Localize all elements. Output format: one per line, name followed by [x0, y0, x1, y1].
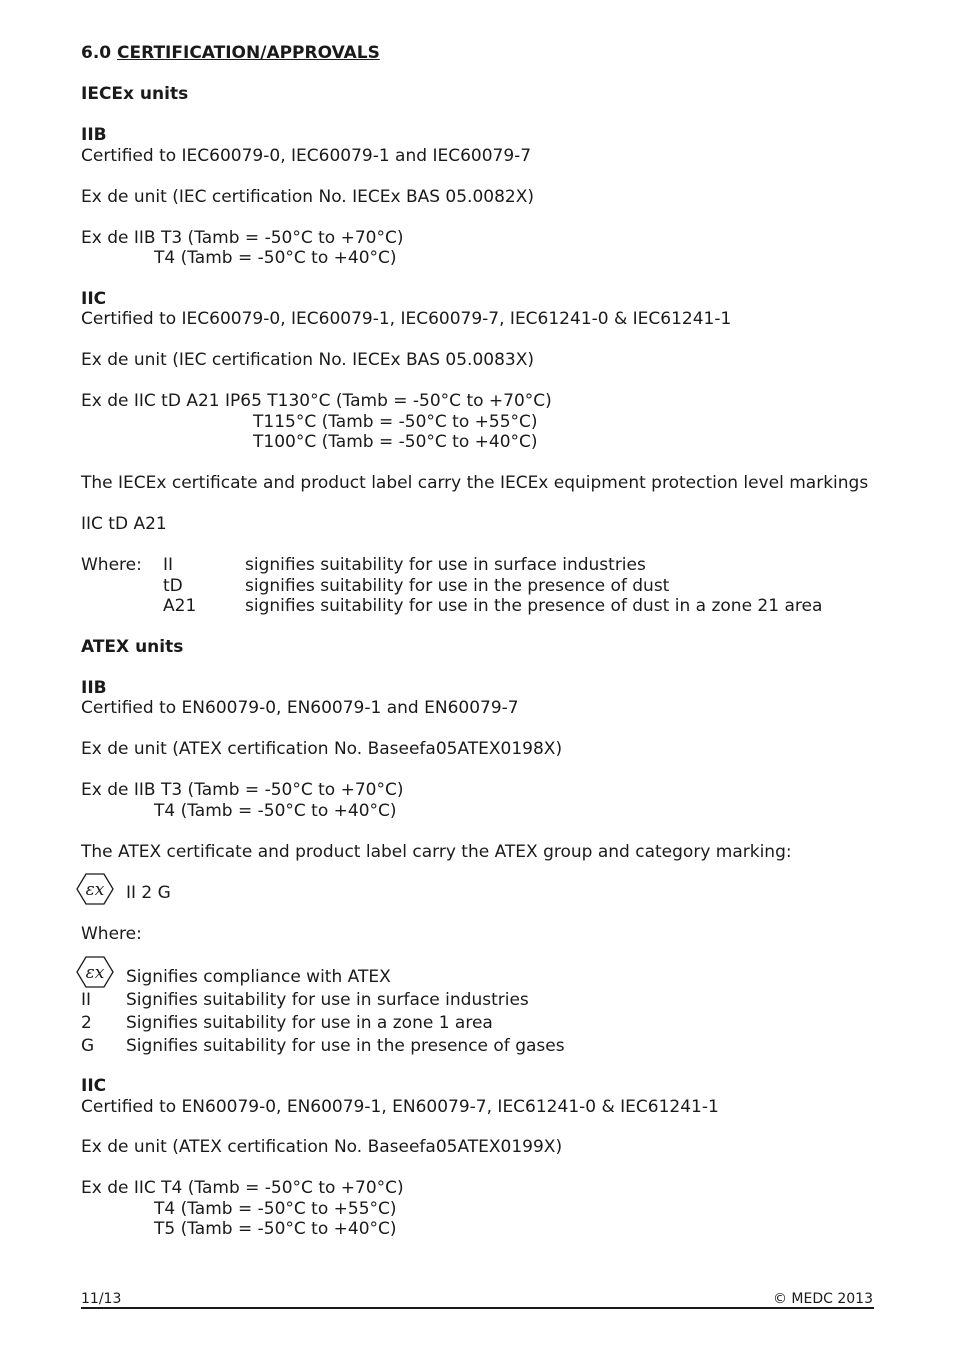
ex-hexagon-icon — [76, 956, 114, 988]
atex-iib-group: IIB — [81, 678, 107, 698]
svg-text:εx: εx — [85, 963, 105, 983]
atex-where-label: Where: — [81, 924, 142, 944]
iecex-iic-rating-3: T100°C (Tamb = -50°C to +40°C) — [253, 432, 538, 452]
atex-where-code: 2 — [81, 1013, 92, 1033]
atex-heading: ATEX units — [81, 637, 184, 657]
iecex-where-text: signifies suitability for use in surface industries — [245, 555, 646, 575]
atex-label-text: The ATEX certificate and product label carry the ATEX group and category marking: — [81, 842, 792, 862]
iecex-iib-rating-2: T4 (Tamb = -50°C to +40°C) — [154, 248, 397, 268]
page-number: 11/13 — [81, 1291, 122, 1307]
atex-iib-rating-2: T4 (Tamb = -50°C to +40°C) — [154, 801, 397, 821]
atex-iib-unit: Ex de unit (ATEX certification No. Baseefa05ATEX0198X) — [81, 739, 563, 759]
iecex-iib-rating-1: Ex de IIB T3 (Tamb = -50°C to +70°C) — [81, 228, 404, 248]
iecex-where-code: A21 — [163, 596, 197, 616]
iecex-iic-rating-2: T115°C (Tamb = -50°C to +55°C) — [253, 412, 538, 432]
section-number: 6.0 — [81, 43, 112, 63]
atex-iic-rating-3: T5 (Tamb = -50°C to +40°C) — [154, 1219, 397, 1239]
atex-where-code: G — [81, 1036, 95, 1056]
atex-iic-rating-1: Ex de IIC T4 (Tamb = -50°C to +70°C) — [81, 1178, 404, 1198]
atex-marking: II 2 G — [126, 883, 171, 903]
svg-text:εx: εx — [85, 880, 105, 900]
iecex-iic-unit: Ex de unit (IEC certification No. IECEx BAS 05.0083X) — [81, 350, 535, 370]
iecex-where-code: II — [163, 555, 174, 575]
atex-iic-rating-2: T4 (Tamb = -50°C to +55°C) — [154, 1199, 397, 1219]
atex-symbol-meaning: Signifies compliance with ATEX — [126, 967, 391, 987]
iecex-heading: IECEx units — [81, 84, 189, 104]
iecex-iic-rating-1: Ex de IIC tD A21 IP65 T130°C (Tamb = -50°C to +70°C) — [81, 391, 552, 411]
section-heading — [81, 43, 380, 64]
atex-iib-rating-1: Ex de IIB T3 (Tamb = -50°C to +70°C) — [81, 780, 404, 800]
section-title: CERTIFICATION/APPROVALS — [117, 43, 380, 63]
iecex-where-text: signifies suitability for use in the presence of dust — [245, 576, 670, 596]
iecex-iib-certified: Certified to IEC60079-0, IEC60079-1 and IEC60079-7 — [81, 146, 532, 166]
footer-rule — [81, 1307, 874, 1309]
copyright: © MEDC 2013 — [772, 1291, 873, 1307]
atex-where-code: II — [81, 990, 92, 1010]
iecex-where-code: tD — [163, 576, 183, 596]
iecex-marking: IIC tD A21 — [81, 514, 167, 534]
atex-iib-certified: Certified to EN60079-0, EN60079-1 and EN60079-7 — [81, 698, 519, 718]
atex-where-text: Signifies suitability for use in the presence of gases — [126, 1036, 565, 1056]
iecex-iic-group: IIC — [81, 289, 107, 309]
iecex-iib-group: IIB — [81, 125, 107, 145]
iecex-where-label: Where: — [81, 555, 142, 575]
iecex-where-text: signifies suitability for use in the presence of dust in a zone 21 area — [245, 596, 823, 616]
atex-iic-group: IIC — [81, 1076, 107, 1096]
atex-iic-unit: Ex de unit (ATEX certification No. Baseefa05ATEX0199X) — [81, 1137, 563, 1157]
atex-where-text: Signifies suitability for use in surface industries — [126, 990, 529, 1010]
iecex-iic-certified: Certified to IEC60079-0, IEC60079-1, IEC60079-7, IEC61241-0 & IEC61241-1 — [81, 309, 732, 329]
atex-where-text: Signifies suitability for use in a zone 1 area — [126, 1013, 493, 1033]
iecex-iib-unit: Ex de unit (IEC certification No. IECEx BAS 05.0082X) — [81, 187, 535, 207]
atex-iic-certified: Certified to EN60079-0, EN60079-1, EN60079-7, IEC61241-0 & IEC61241-1 — [81, 1097, 719, 1117]
iecex-label-text: The IECEx certificate and product label carry the IECEx equipment protection level markings — [81, 473, 869, 493]
ex-hexagon-icon — [76, 873, 114, 905]
